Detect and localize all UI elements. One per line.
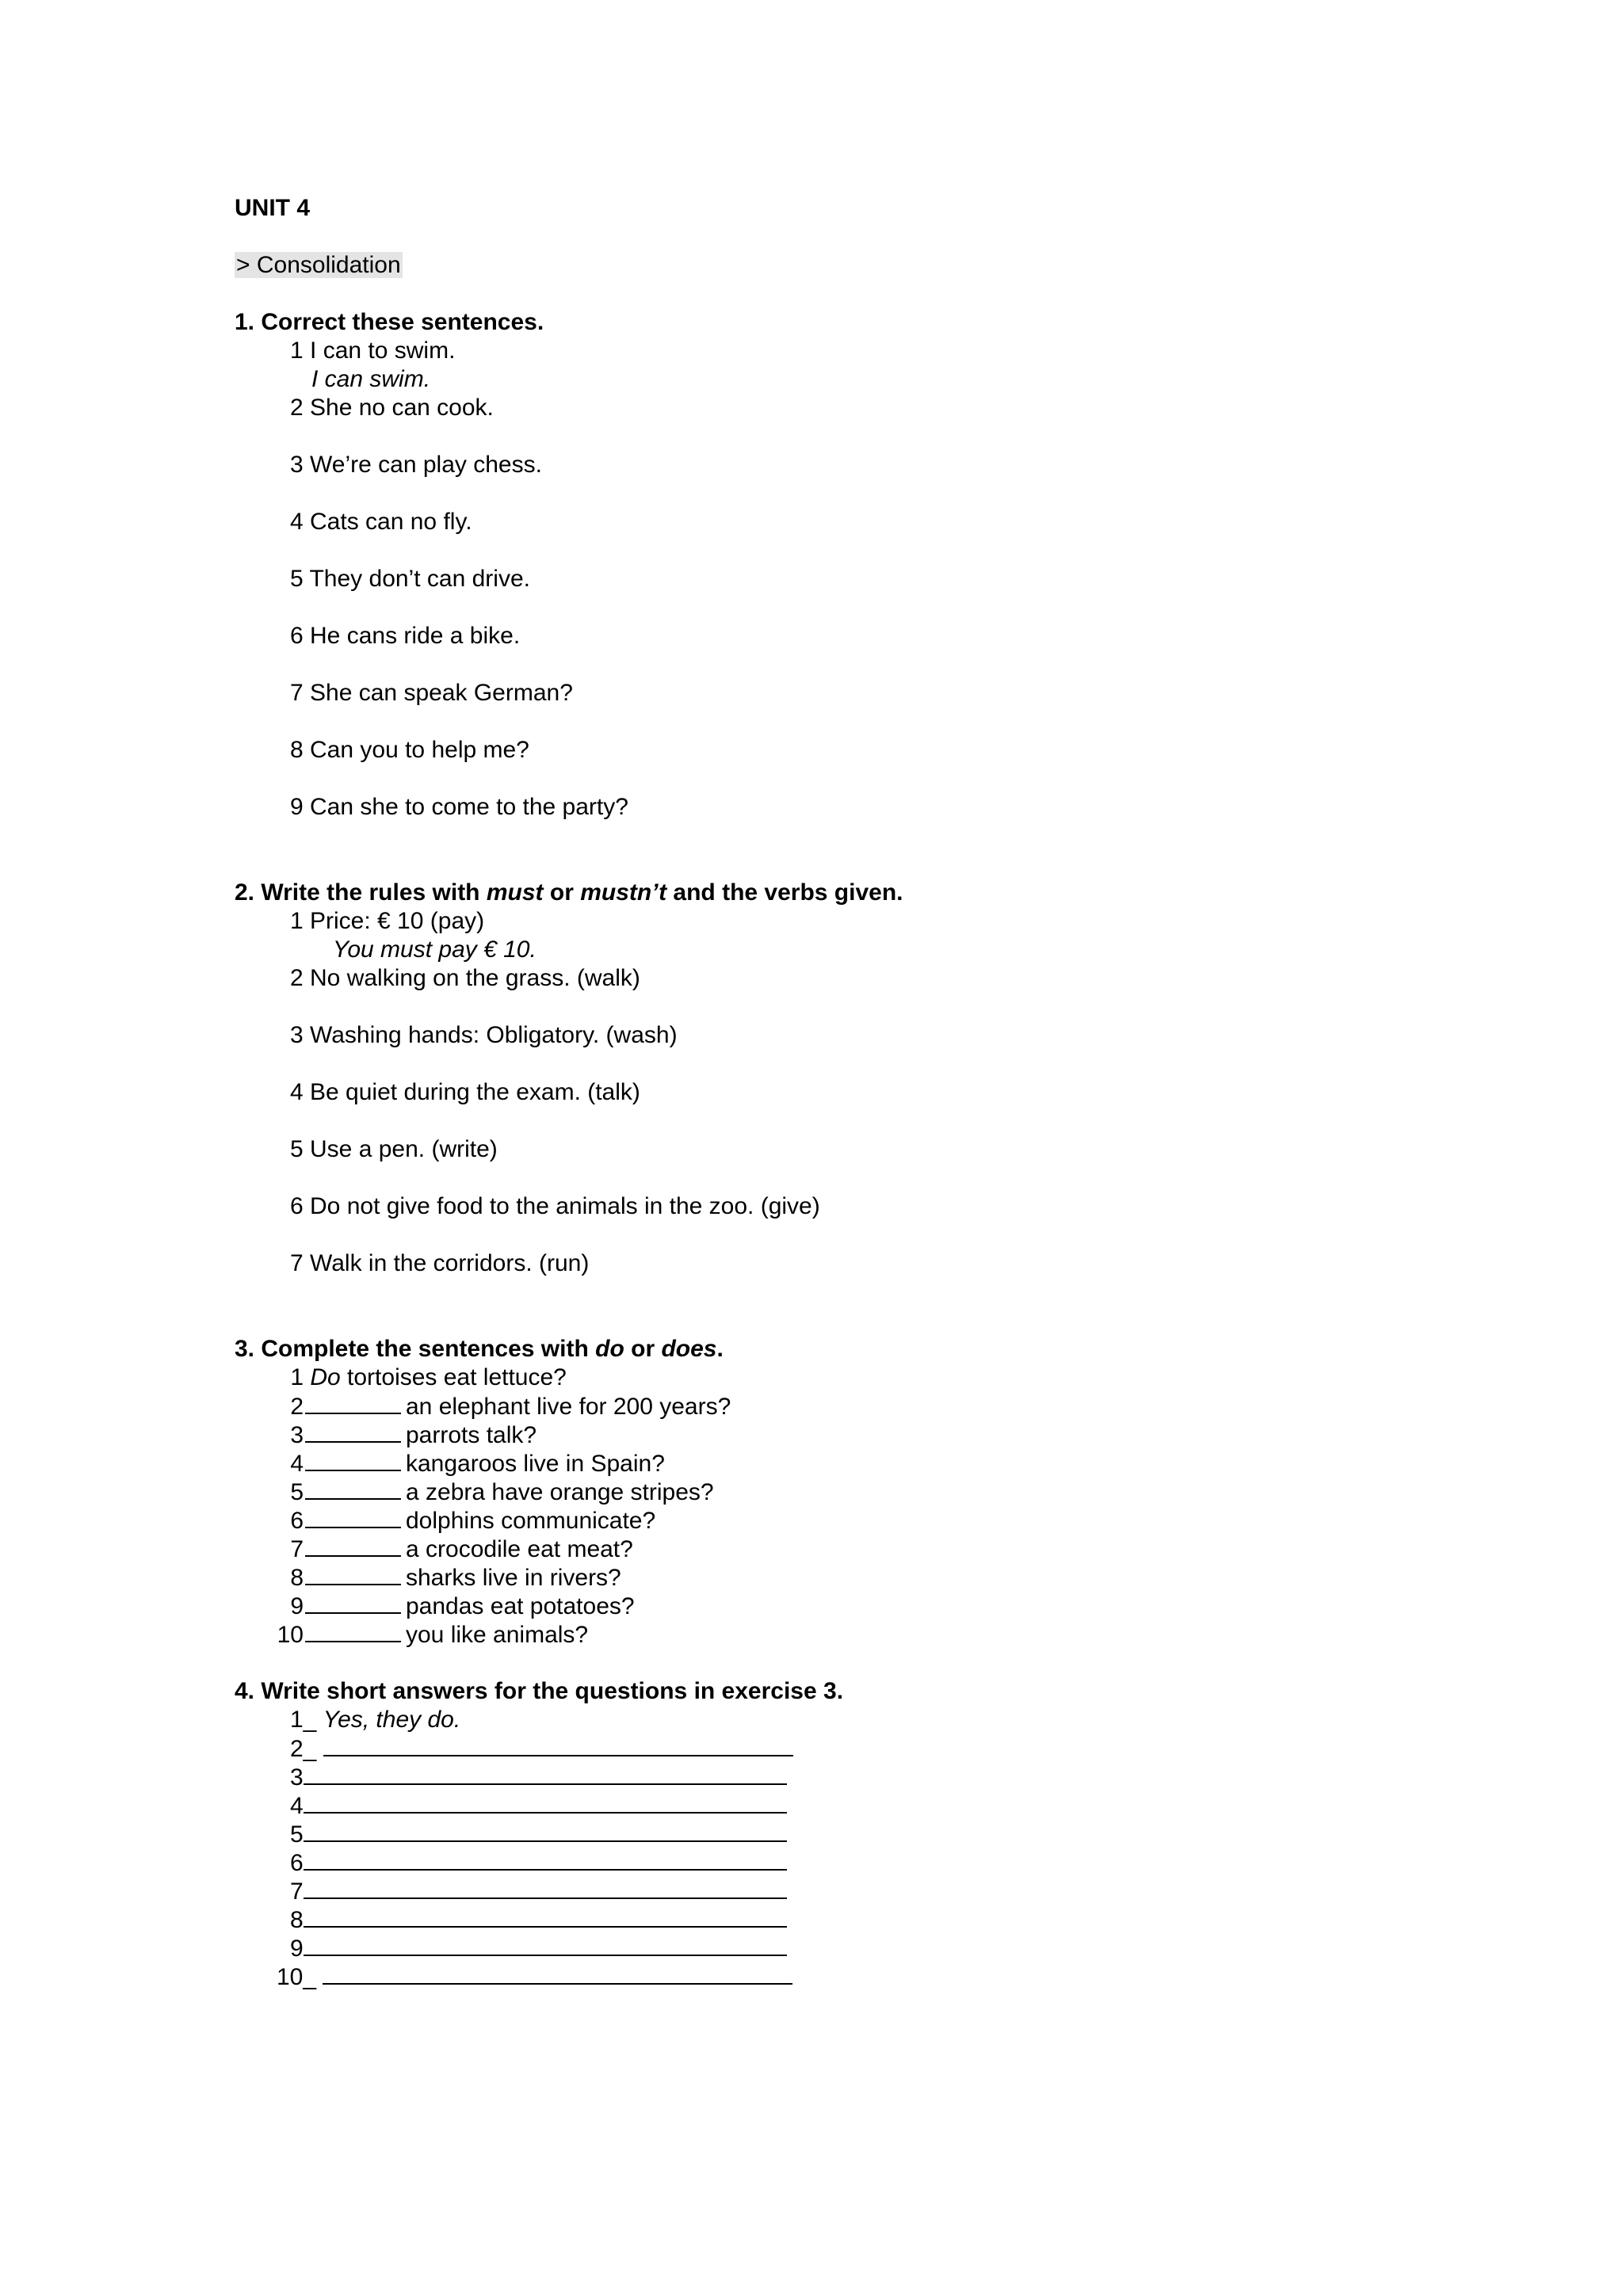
exercise-2-example-answer: You must pay € 10. bbox=[333, 936, 537, 963]
exercise-3-item: 4 kangaroos live in Spain? bbox=[290, 1451, 665, 1477]
exercise-4-line: 7 bbox=[290, 1877, 787, 1906]
exercise-4-line: 6 bbox=[290, 1848, 787, 1878]
exercise-3-item: 7 a crocodile eat meat? bbox=[290, 1536, 633, 1562]
exercise-3-item: 8 sharks live in rivers? bbox=[290, 1565, 621, 1591]
exercise-2-item: 1 Price: € 10 (pay) bbox=[290, 908, 485, 934]
exercise-1-item: 4 Cats can no fly. bbox=[290, 509, 472, 535]
answer-line[interactable] bbox=[304, 1905, 787, 1928]
answer-line[interactable] bbox=[304, 1848, 787, 1871]
exercise-3-item: 2 an elephant live for 200 years? bbox=[290, 1394, 731, 1420]
exercise-1-item: 3 We’re can play chess. bbox=[290, 452, 542, 478]
exercise-1-title: 1. Correct these sentences. bbox=[235, 309, 544, 335]
exercise-1-item: 9 Can she to come to the party? bbox=[290, 794, 628, 820]
exercise-2-item: 3 Washing hands: Obligatory. (wash) bbox=[290, 1022, 678, 1048]
answer-line[interactable] bbox=[304, 1877, 787, 1899]
exercise-2-item: 6 Do not give food to the animals in the zoo. (give) bbox=[290, 1193, 820, 1219]
exercise-2-item: 5 Use a pen. (write) bbox=[290, 1136, 498, 1162]
answer-line[interactable] bbox=[304, 1791, 787, 1814]
exercise-2-item: 4 Be quiet during the exam. (talk) bbox=[290, 1079, 640, 1105]
answer-blank[interactable] bbox=[305, 1535, 401, 1557]
exercise-3-example: 1 Do tortoises eat lettuce? bbox=[290, 1364, 567, 1390]
exercise-4-line: 3 bbox=[290, 1763, 787, 1792]
answer-blank[interactable] bbox=[305, 1592, 401, 1614]
exercise-4-line: 4 bbox=[290, 1791, 787, 1821]
answer-blank[interactable] bbox=[305, 1506, 401, 1528]
exercise-2-item: 7 Walk in the corridors. (run) bbox=[290, 1250, 590, 1276]
exercise-1-item: 5 They don’t can drive. bbox=[290, 566, 530, 592]
answer-blank[interactable] bbox=[305, 1478, 401, 1500]
section-tag-label: > Consolidation bbox=[236, 252, 401, 278]
exercise-1-item: 1 I can to swim. bbox=[290, 338, 456, 364]
exercise-4-line: 2_ bbox=[290, 1734, 793, 1764]
answer-blank[interactable] bbox=[305, 1392, 401, 1414]
exercise-4-title: 4. Write short answers for the questions in exercise 3. bbox=[235, 1678, 844, 1704]
exercise-1-item: 2 She no can cook. bbox=[290, 395, 494, 421]
answer-blank[interactable] bbox=[305, 1449, 401, 1471]
exercise-1-example-answer: I can swim. bbox=[311, 366, 431, 392]
exercise-4-example: 1_ Yes, they do. bbox=[290, 1707, 461, 1733]
exercise-3-item: 5 a zebra have orange stripes? bbox=[290, 1479, 714, 1505]
exercise-1-item: 8 Can you to help me? bbox=[290, 737, 529, 763]
exercise-3-item: 6 dolphins communicate? bbox=[290, 1508, 656, 1534]
unit-title: UNIT 4 bbox=[235, 195, 311, 221]
answer-line[interactable] bbox=[323, 1734, 793, 1756]
exercise-4-line: 9 bbox=[290, 1934, 787, 1963]
exercise-3-item: 9 pandas eat potatoes? bbox=[290, 1593, 635, 1619]
answer-line[interactable] bbox=[304, 1763, 787, 1785]
exercise-2-item: 2 No walking on the grass. (walk) bbox=[290, 965, 640, 991]
answer-line[interactable] bbox=[304, 1934, 787, 1956]
exercise-3-title: 3. Complete the sentences with do or does. bbox=[235, 1336, 724, 1362]
exercise-2-title: 2. Write the rules with must or mustn’t and the verbs given. bbox=[235, 879, 903, 906]
exercise-1-item: 7 She can speak German? bbox=[290, 680, 573, 706]
exercise-4-line: 10_ bbox=[277, 1962, 792, 1992]
answer-blank[interactable] bbox=[305, 1421, 401, 1443]
exercise-3-item: 3 parrots talk? bbox=[290, 1422, 537, 1448]
exercise-1-item: 6 He cans ride a bike. bbox=[290, 623, 521, 649]
answer-blank[interactable] bbox=[305, 1563, 401, 1585]
answer-blank[interactable] bbox=[305, 1620, 401, 1642]
section-tag bbox=[235, 251, 403, 280]
exercise-4-line: 5 bbox=[290, 1820, 787, 1849]
exercise-4-line: 8 bbox=[290, 1905, 787, 1935]
answer-line[interactable] bbox=[304, 1820, 787, 1842]
answer-line[interactable] bbox=[323, 1962, 792, 1985]
exercise-3-item: 10 you like animals? bbox=[277, 1622, 589, 1648]
